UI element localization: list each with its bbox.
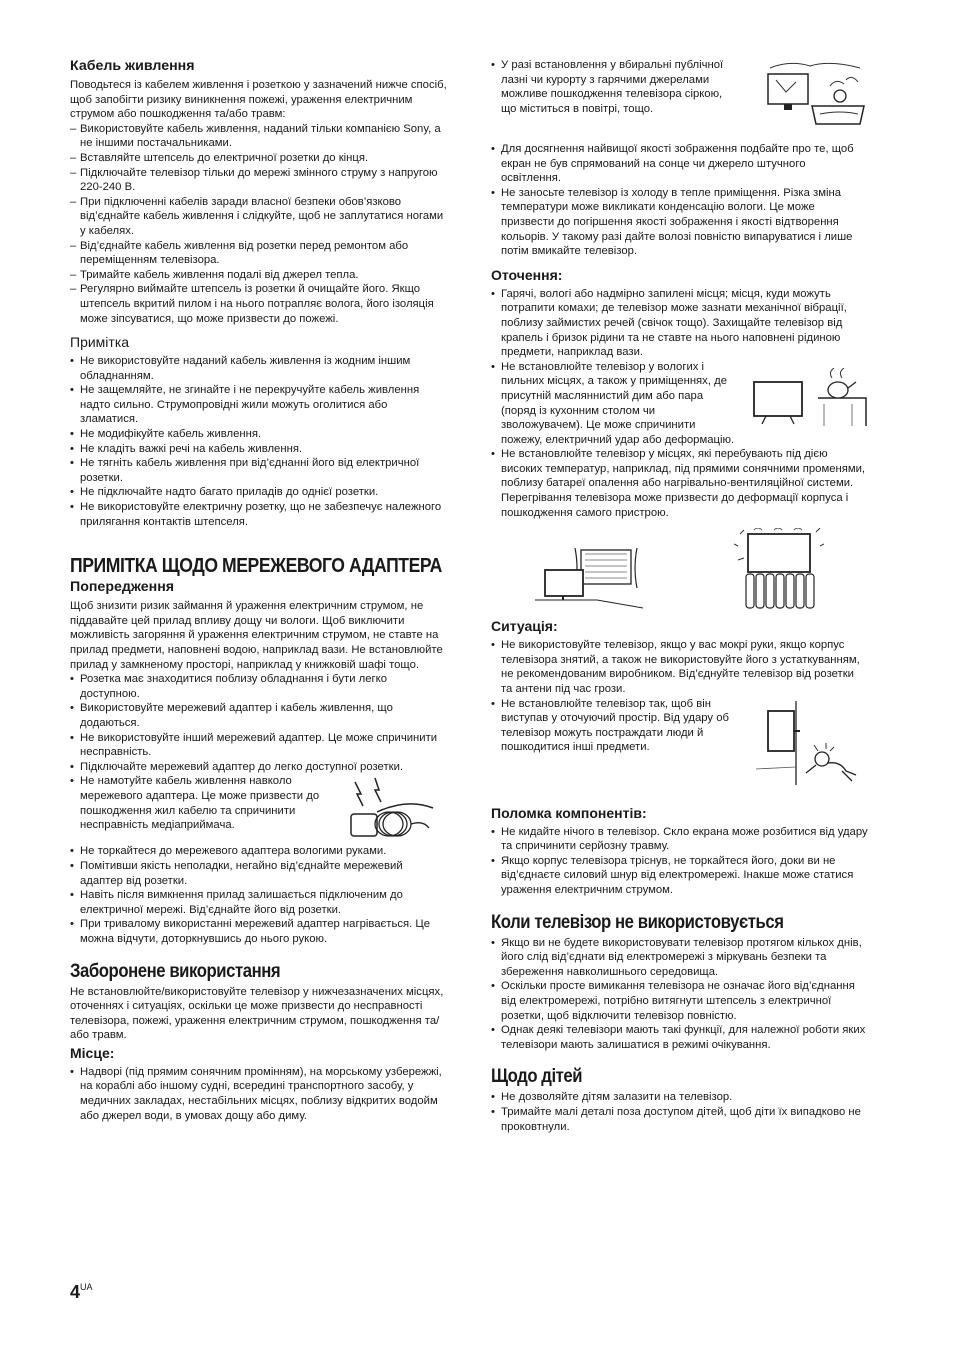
list-item: • Помітивши якість неполадки, негайно від’єднайте мережевий адаптер від розетки. <box>70 859 447 888</box>
not-used-list <box>491 936 868 1053</box>
place-list <box>70 1065 447 1123</box>
list-item: – Від’єднайте кабель живлення від розетки перед ремонтом або переміщенням телевізора. <box>70 239 447 268</box>
list-item: • Не встановлюйте телевізор так, щоб він виступав у оточуючий простір. Від удару об телевізор можуть постраждати люди й пошкодитися інші предмети. <box>491 697 740 755</box>
warning-text: Щоб знизити ризик займання й ураження електричним струмом, не піддавайте цей прилад впливу дощу чи вологи. Щоб виключити можливість загоряння й ураження електричним струмом, не ставте на прилад предмети, наповнені водою, наприклад вази. Не встановлюйте прилад у замкненому просторі, наприклад у книжковій шафі тощо. <box>70 600 443 671</box>
children-list <box>491 1090 868 1134</box>
list-item: • Не кладіть важкі речі на кабель живлення. <box>70 442 447 457</box>
bath-tv-illustration-icon <box>760 58 868 130</box>
list-item: • Не торкайтеся до мережевого адаптера вологими руками. <box>70 844 447 859</box>
environment-list-2 <box>491 447 868 520</box>
broken-list <box>491 825 868 898</box>
list-item: • Не використовуйте телевізор, якщо у вас мокрі руки, якщо корпус телевізора знятий, а також не використовуйте його з устаткуванням, не рекомендованим виробником. Від’єднуйте телевізор від розетки та антени під час грози. <box>491 638 868 696</box>
adapter-list-2 <box>70 844 447 946</box>
list-item: • Не модифікуйте кабель живлення. <box>70 427 447 442</box>
page-language-code: UA <box>80 1282 93 1292</box>
list-item: • Використовуйте мережевий адаптер і кабель живлення, що додаються. <box>70 701 447 730</box>
sun-window-tv-illustration-icon <box>535 548 645 610</box>
list-item: • Не використовуйте електричну розетку, що не забезпечує належного прилягання контактів штепселя. <box>70 500 447 529</box>
list-item: • Не тягніть кабель живлення при від’єднанні його від електричної розетки. <box>70 456 447 485</box>
page-number: $4^{UA}$ <box>70 1282 93 1302</box>
list-item: – Вставляйте штепсель до електричної розетки до кінця. <box>70 151 447 166</box>
list-item: • Не підключайте надто багато приладів до однієї розетки. <box>70 485 447 500</box>
list-item: • При тривалому використанні мережевий адаптер нагрівається. Це можна відчути, доторкнувшись до нього рукою. <box>70 917 447 946</box>
prohibited-intro: Не встановлюйте/використовуйте телевізор у нижчезазначених місцях, оточеннях і ситуаціях, оскільки це може призвести до несправності телевізора, пожежі, ураження електричним струмом, пошкодження та/або травм. <box>70 985 444 1042</box>
children-heading: Щодо дітей <box>491 1066 583 1088</box>
right-column <box>491 58 868 1134</box>
list-item: • Не встановлюйте телевізор у місцях, які перебувають під дією високих температур, наприклад, під прямими сонячними променями, поблизу батареї опалення або нагрівально-вентиляційної системи. Перегрівання телевізора може призвести до деформації корпуса і пошкодження самого пристрою. <box>491 447 868 520</box>
list-item: – Регулярно виймайте штепсель із розетки й очищайте його. Якщо штепсель вкритий пилом і на нього потрапляє волога, його ізоляція може зіпсуватися, що може призвести до пожежі. <box>70 282 447 326</box>
adapter-coil-row <box>70 774 447 844</box>
list-item: • Підключайте мережевий адаптер до легко доступної розетки. <box>70 760 447 775</box>
wall-row <box>491 697 868 785</box>
place-heading: Місце: <box>70 1044 115 1061</box>
wall-tv-child-illustration-icon <box>756 701 868 785</box>
list-item: • Не встановлюйте телевізор у вологих і пильних місцях, а також у приміщеннях, де присутній масляннистий дим або пара (поряд із кухонним столом чи зволожувачем). Це може спричинити пожежу, електричний удар або деформацію. <box>491 360 738 448</box>
kitchen-tv-illustration-icon <box>752 368 868 428</box>
list-item: • Не намотуйте кабель живлення навколо мережевого адаптера. Це може призвести до пошкодження жил кабелю та спричинити несправність медіаприймача. <box>70 774 337 832</box>
place-cont-list <box>491 142 868 259</box>
radiator-tv-illustration-icon <box>734 528 824 610</box>
list-item: – При підключенні кабелів заради власної безпеки обов’язково від’єднайте кабель живлення і слідкуйте, щоб не заплутатися ногами у кабелях. <box>70 195 447 239</box>
adapter-heading: ПРИМІТКА ЩОДО МЕРЕЖЕВОГО АДАПТЕРА <box>70 555 442 578</box>
list-item: • Не використовуйте інший мережевий адаптер. Це може спричинити несправність. <box>70 731 447 760</box>
list-item: • Якщо ви не будете використовувати телевізор протягом кількох днів, його слід від’єднати від електромережі з міркувань безпеки та збереження навколишнього середовища. <box>491 936 868 980</box>
list-item: • Надворі (під прямим сонячним промінням), на морському узбережжі, на кораблі або іншому судні, всередині транспортного засобу, у медичних закладах, нестабільних місцях, поблизу відкритих водойм або джерел води, в умовах дощу або диму. <box>70 1065 447 1123</box>
list-item: • Не використовуйте наданий кабель живлення із жодним іншим обладнанням. <box>70 354 447 383</box>
power-cable-heading: Кабель живлення <box>70 58 195 74</box>
bath-row <box>491 58 868 130</box>
list-item: • Однак деякі телевізори мають такі функції, для належної роботи яких телевізори мають залишатися в режимі очікування. <box>491 1023 868 1052</box>
list-item: • Гарячі, вологі або надмірно запилені місця; місця, куди можуть потрапити комахи; де телевізор може зазнати механічної вібрації, поблизу займистих речей (свічок тощо). Захищайте телевізор від крапель і бризок рідини та не ставте на нього наповнені рідиною предмети, наприклад вази. <box>491 287 868 360</box>
prohibited-heading: Заборонене використання <box>70 960 281 982</box>
power-cable-intro: Поводьтеся із кабелем живлення і розеткою у зазначений нижче спосіб, щоб запобігти ризику виникнення пожежі, ураження електричним струмом або пошкодження та/або травм: <box>70 79 447 121</box>
list-item: • Оскільки просте вимикання телевізора не означає його від’єднання від електромережі, потрібно витягнути штепсель з електричної розетки, щоб відключити телевізор повністю. <box>491 979 868 1023</box>
situation-heading: Ситуація: <box>491 618 558 635</box>
left-column <box>70 58 447 1123</box>
list-item: • Не защемляйте, не згинайте і не перекручуйте кабель живлення надто сильно. Струмопровідні жили можуть оголитися або зламатися. <box>70 383 447 427</box>
adapter-list <box>70 672 447 774</box>
environment-list <box>491 287 868 360</box>
adapter-coil-illustration-icon <box>337 774 447 844</box>
list-item: – Використовуйте кабель живлення, наданий тільки компанією Sony, а не іншими постачальниками. <box>70 122 447 151</box>
list-item: – Підключайте телевізор тільки до мережі змінного струму з напругою 220-240 В. <box>70 166 447 195</box>
list-item: – Тримайте кабель живлення подалі від джерел тепла. <box>70 268 447 283</box>
kitchen-row <box>491 360 868 448</box>
list-item: • Якщо корпус телевізора тріснув, не торкайтеся його, доки ви не від’єднаєте силовий шнур від електромережі. Інакше може статися ураження електричним струмом. <box>491 854 868 898</box>
situation-list <box>491 638 868 696</box>
note-list <box>70 354 447 529</box>
list-item: • Не кидайте нічого в телевізор. Скло екрана може розбитися від удару та спричинити серйозну травму. <box>491 825 868 854</box>
note-heading: Примітка <box>70 334 130 351</box>
list-item: • Навіть після вимкнення прилад залишається підключеним до електричної мережі. Від’єднайте його від розетки. <box>70 888 447 917</box>
environment-heading: Оточення: <box>491 266 563 283</box>
warning-heading: Попередження <box>70 579 175 596</box>
list-item: • Для досягнення найвищої якості зображення подбайте про те, щоб екран не був спрямований на сонце чи джерело штучного освітлення. <box>491 142 868 186</box>
power-cable-list <box>70 122 447 326</box>
list-item: • Не дозволяйте дітям залазити на телевізор. <box>491 1090 868 1105</box>
list-item: • Розетка має знаходитися поблизу обладнання і бути легко доступною. <box>70 672 447 701</box>
list-item: • Тримайте малі деталі поза доступом дітей, щоб діти їх випадково не проковтнули. <box>491 1105 868 1134</box>
not-used-heading: Коли телевізор не використовується <box>491 911 784 933</box>
list-item: • Не заносьте телевізор із холоду в тепле приміщення. Різка зміна температури може викликати конденсацію вологи. Це може призвести до погіршення якості зображення і якості відтворення кольорів. У такому разі дайте волозі повністю випаруватися і лише потім вмикайте телевізор. <box>491 186 868 259</box>
heat-illustrations <box>491 528 868 610</box>
list-item: • У разі встановлення у вбиральні публічної лазні чи курорту з гарячими джерелами можливе пошкодження телевізора сіркою, що міститься в повітрі, тощо. <box>491 58 740 116</box>
broken-heading: Поломка компонентів: <box>491 804 647 821</box>
